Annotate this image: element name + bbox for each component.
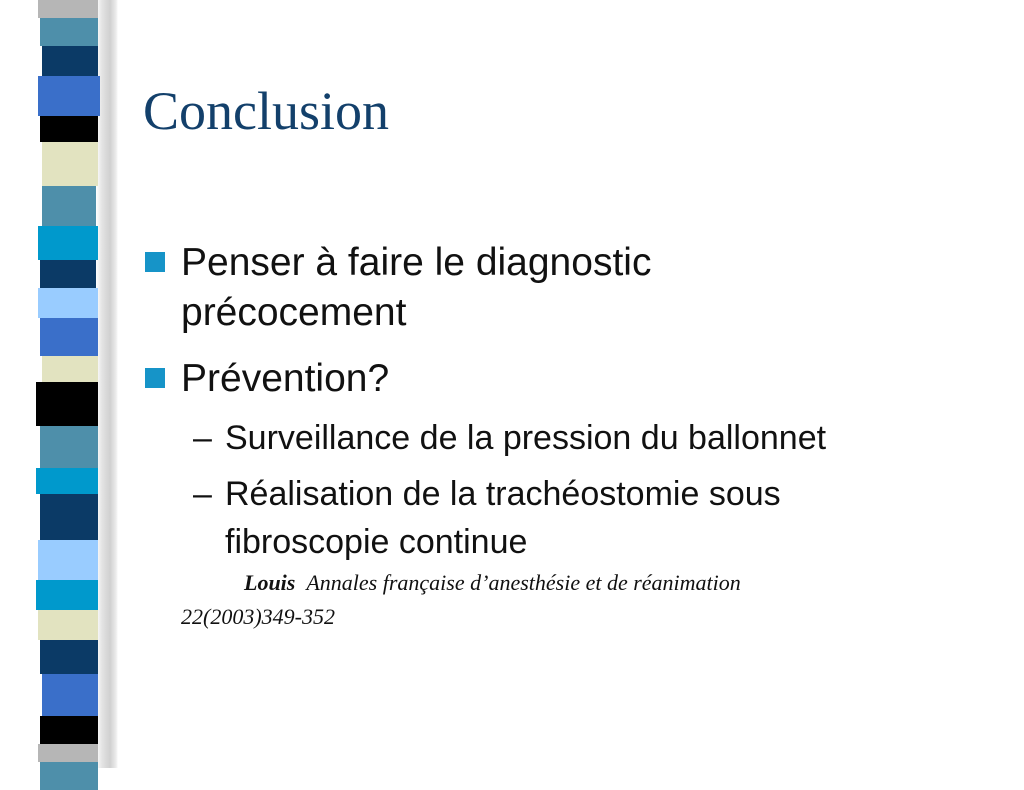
stripe-segment: [42, 186, 96, 226]
stripe-segment: [38, 226, 98, 260]
stripe-segment: [40, 716, 98, 744]
subbullet-2-line-1: Réalisation de la trachéostomie sous: [225, 475, 781, 513]
stripe-segment: [36, 468, 98, 494]
stripe-segment: [38, 610, 98, 640]
subbullet-2-line-2: fibroscopie continue: [225, 523, 528, 561]
stripe-segment: [36, 382, 98, 426]
stripe-segment: [40, 494, 98, 540]
reference-author: Louis: [244, 570, 296, 595]
subbullet-1-line-1: Surveillance de la pression du ballonnet: [225, 419, 827, 457]
subbullet-dash: –: [193, 419, 212, 457]
stripe-segment: [36, 580, 98, 610]
stripe-segment: [42, 674, 98, 716]
bullet-1-line-2: précocement: [181, 291, 407, 334]
stripe-segment: [40, 116, 98, 142]
bullet-1-line-1: Penser à faire le diagnostic: [181, 241, 652, 284]
stripe-segment: [40, 426, 98, 468]
stripe-segment: [40, 260, 96, 288]
stripe-segment: [38, 76, 100, 116]
bullet-square-icon: [145, 368, 165, 388]
stripe-segment: [38, 744, 98, 762]
reference-journal: Annales française d’anesthésie et de réanimation: [306, 570, 741, 595]
bullet-square-icon: [145, 252, 165, 272]
stripe-segment: [40, 762, 98, 790]
reference-line-1: [244, 568, 741, 598]
stripe-segment: [40, 640, 98, 674]
subbullet-dash: –: [193, 475, 212, 513]
decorative-stripe: [34, 0, 100, 768]
stripe-segment: [42, 46, 98, 76]
stripe-segment: [42, 142, 98, 186]
reference-citation: 22(2003)349-352: [181, 604, 335, 629]
bullet-2-line-1: Prévention?: [181, 357, 390, 400]
stripe-segment: [38, 540, 98, 580]
stripe-segment: [42, 356, 98, 382]
stripe-segment: [38, 288, 98, 318]
stripe-segment: [40, 318, 98, 356]
stripe-segment: [40, 18, 98, 46]
slide-title: Conclusion: [143, 81, 390, 141]
stripe-segment: [38, 0, 98, 18]
